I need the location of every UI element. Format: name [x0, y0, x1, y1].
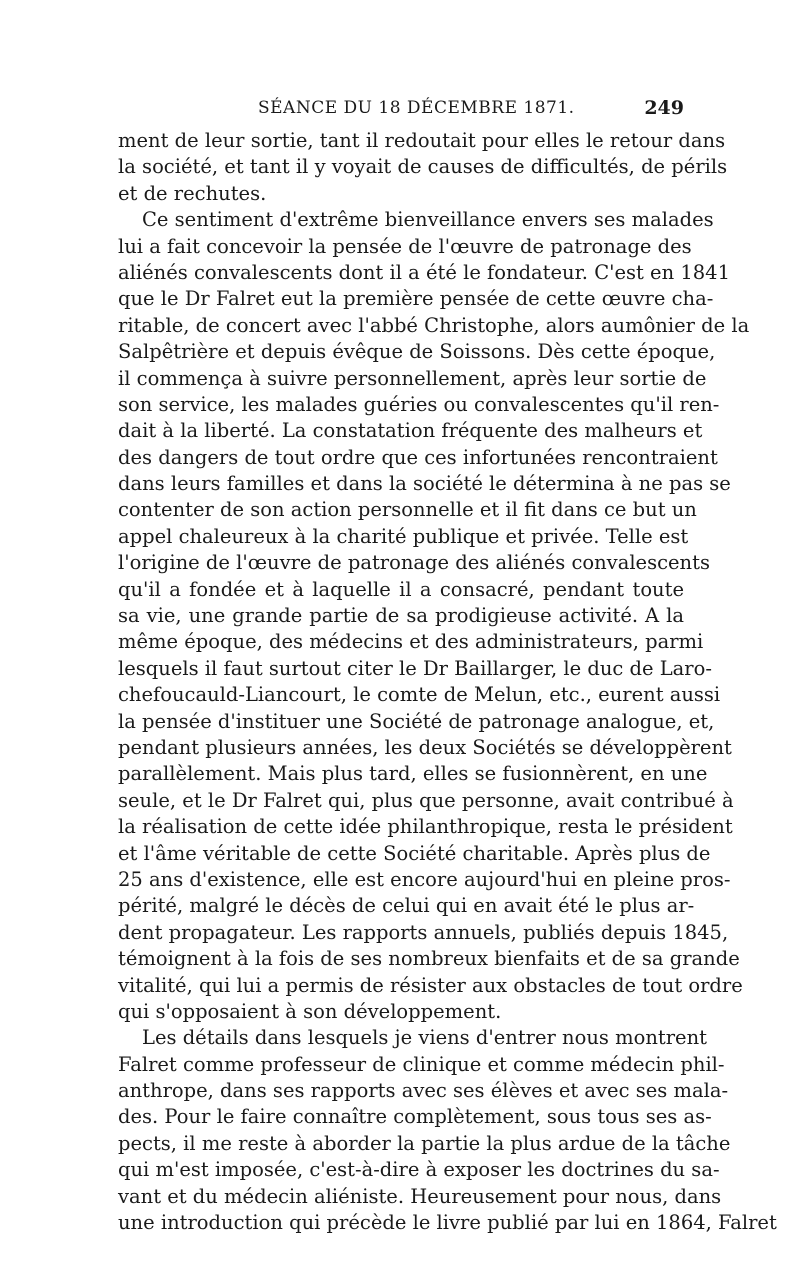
- text-line: la pensée d'instituer une Société de patronage analogue, et,: [118, 709, 715, 733]
- running-head: [118, 93, 684, 123]
- text-line: des dangers de tout ordre que ces infortunées rencontraient: [118, 445, 718, 469]
- text-line: pendant plusieurs années, les deux Sociétés se développèrent: [118, 735, 732, 759]
- text-line: 25 ans d'existence, elle est encore aujourd'hui en pleine pros-: [118, 867, 731, 891]
- text-line: périté, malgré le décès de celui qui en avait été le plus ar-: [118, 894, 695, 918]
- text-line: Ce sentiment d'extrême bienveillance envers ses malades: [142, 208, 714, 232]
- text-line: des. Pour le faire connaître complètement, sous tous ses as-: [118, 1105, 712, 1129]
- text-line: et l'âme véritable de cette Société charitable. Après plus de: [118, 841, 711, 865]
- text-line: son service, les malades guéries ou convalescentes qu'il ren-: [118, 392, 720, 416]
- page-number: 249: [644, 97, 684, 119]
- text-line: seule, et le Dr Falret qui, plus que personne, avait contribué à: [118, 788, 734, 812]
- text-line: Les détails dans lesquels je viens d'entrer nous montrent: [142, 1026, 707, 1050]
- text-line: chefoucauld-Liancourt, le comte de Melun, etc., eurent aussi: [118, 683, 721, 707]
- text-line: anthrope, dans ses rapports avec ses élèves et avec ses mala-: [118, 1079, 729, 1103]
- text-line: qui s'opposaient à son développement.: [118, 999, 502, 1023]
- text-line: parallèlement. Mais plus tard, elles se fusionnèrent, en une: [118, 762, 708, 786]
- text-line: et de rechutes.: [118, 181, 267, 205]
- text-line: aliénés convalescents dont il a été le fondateur. C'est en 1841: [118, 260, 730, 284]
- text-line: qui m'est imposée, c'est-à-dire à exposer les doctrines du sa-: [118, 1158, 720, 1182]
- text-line: dait à la liberté. La constatation fréquente des malheurs et: [118, 419, 703, 443]
- text-line: il commença à suivre personnellement, après leur sortie de: [118, 366, 707, 390]
- text-line: Salpêtrière et depuis évêque de Soissons. Dès cette époque,: [118, 340, 716, 364]
- text-line: une introduction qui précède le livre publié par lui en 1864, Falret: [118, 1211, 777, 1235]
- text-line: dans leurs familles et dans la société le détermina à ne pas se: [118, 472, 731, 496]
- text-line: Falret comme professeur de clinique et comme médecin phil-: [118, 1052, 725, 1076]
- body-text: [118, 128, 777, 1236]
- text-line: sa vie, une grande partie de sa prodigieuse activité. A la: [118, 604, 684, 628]
- text-line: l'origine de l'œuvre de patronage des aliénés convalescents: [118, 551, 710, 575]
- running-title: SÉANCE DU 18 DÉCEMBRE 1871.: [258, 98, 575, 118]
- text-line: même époque, des médecins et des administrateurs, parmi: [118, 630, 704, 654]
- text-line: contenter de son action personnelle et il fit dans ce but un: [118, 498, 697, 522]
- text-line: ritable, de concert avec l'abbé Christophe, alors aumônier de la: [118, 313, 750, 337]
- text-line: vant et du médecin aliéniste. Heureusement pour nous, dans: [118, 1184, 722, 1208]
- text-line: dent propagateur. Les rapports annuels, publiés depuis 1845,: [118, 920, 729, 944]
- text-line: témoignent à la fois de ses nombreux bienfaits et de sa grande: [118, 947, 740, 971]
- text-line: lui a fait concevoir la pensée de l'œuvre de patronage des: [118, 234, 692, 258]
- text-line: appel chaleureux à la charité publique et privée. Telle est: [118, 524, 689, 548]
- text-line: la société, et tant il y voyait de causes de difficultés, de périls: [118, 155, 728, 179]
- text-line: que le Dr Falret eut la première pensée de cette œuvre cha-: [118, 287, 714, 311]
- text-line: vitalité, qui lui a permis de résister aux obstacles de tout ordre: [118, 973, 743, 997]
- text-line: pects, il me reste à aborder la partie la plus ardue de la tâche: [118, 1131, 731, 1155]
- text-line: qu'il a fondée et à laquelle il a consacré, pendant toute: [118, 577, 684, 601]
- text-line: lesquels il faut surtout citer le Dr Baillarger, le duc de Laro-: [118, 656, 712, 680]
- text-line: ment de leur sortie, tant il redoutait pour elles le retour dans: [118, 129, 726, 152]
- text-line: la réalisation de cette idée philanthropique, resta le président: [118, 815, 733, 839]
